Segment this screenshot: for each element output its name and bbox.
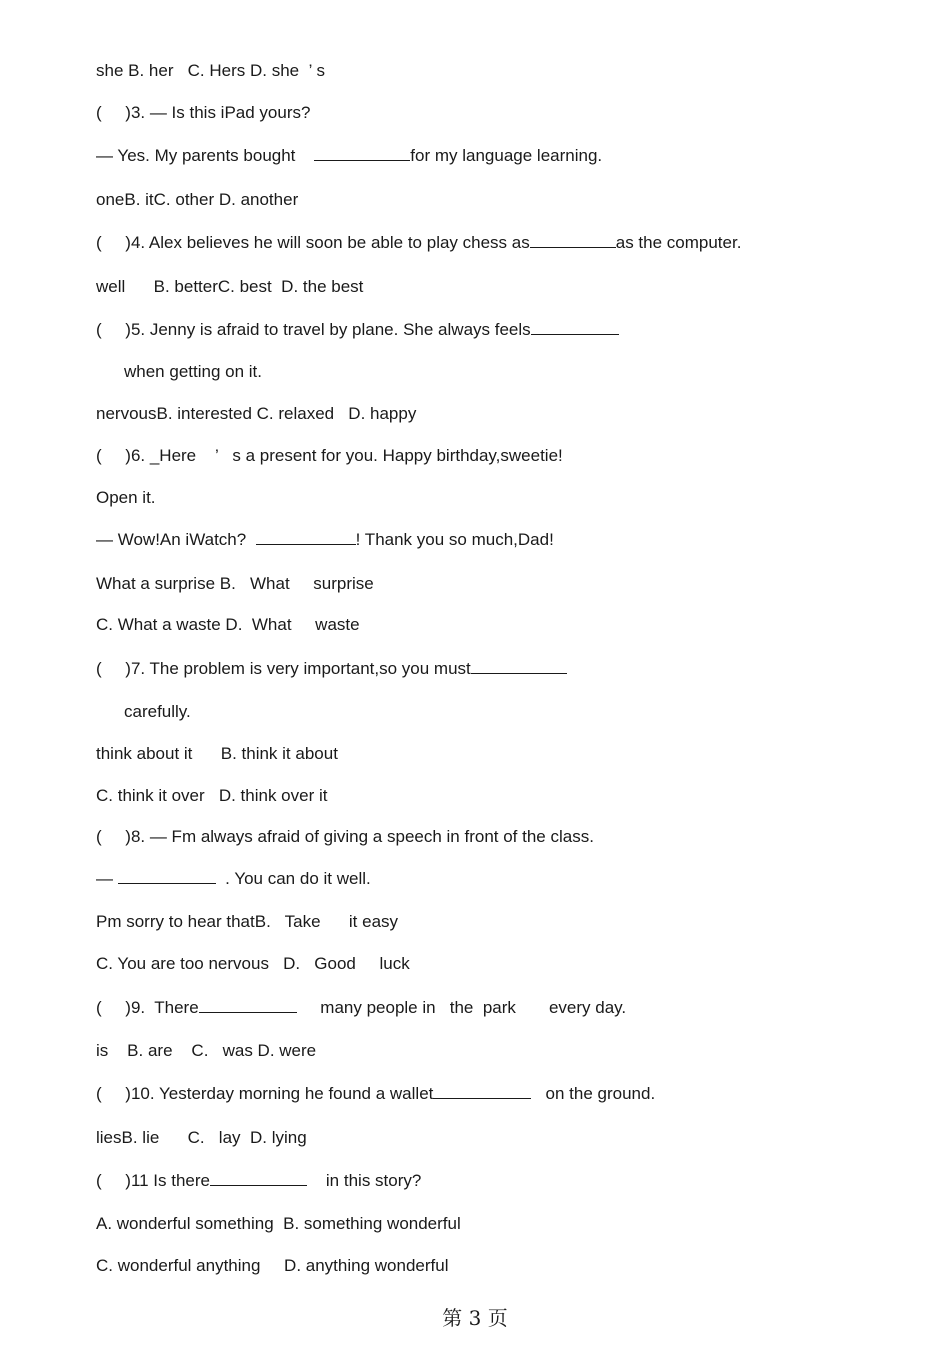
text: nervousB. interested C. relaxed D. happy bbox=[96, 404, 417, 423]
text: ( )6. _Here ’ s a present for you. Happy birthday,sweetie! bbox=[96, 446, 563, 465]
text: many people in the park every day. bbox=[296, 998, 627, 1017]
text: as the computer. bbox=[615, 233, 742, 252]
question-10 bbox=[96, 1083, 655, 1104]
question-11 bbox=[96, 1170, 421, 1191]
text: she B. her C. Hers D. she ’ s bbox=[96, 61, 325, 80]
dialogue-line bbox=[96, 529, 554, 550]
answer-blank[interactable] bbox=[118, 868, 216, 884]
option-line bbox=[96, 1256, 448, 1276]
text: ( )5. Jenny is afraid to travel by plane. She always feels bbox=[96, 320, 531, 339]
text: . You can do it well. bbox=[215, 869, 371, 888]
dialogue-line bbox=[96, 868, 371, 889]
text: Open it. bbox=[96, 488, 156, 507]
text: ( )4. Alex believes he will soon be able to play chess as bbox=[96, 233, 530, 252]
answer-blank[interactable] bbox=[531, 319, 619, 335]
text: C. wonderful anything D. anything wonderful bbox=[96, 1256, 449, 1275]
text: on the ground. bbox=[531, 1084, 656, 1103]
dialogue-line bbox=[96, 145, 602, 166]
option-line bbox=[96, 912, 398, 932]
text: well B. betterC. best D. the best bbox=[96, 277, 364, 296]
answer-blank[interactable] bbox=[530, 232, 616, 248]
page-number: 第 3 页 bbox=[442, 1306, 508, 1330]
question-5 bbox=[96, 319, 619, 340]
text: C. What a waste D. What waste bbox=[96, 615, 360, 634]
option-line bbox=[96, 1214, 461, 1234]
option-line bbox=[96, 190, 298, 210]
answer-blank[interactable] bbox=[256, 529, 356, 545]
option-line bbox=[96, 954, 410, 974]
text: in this story? bbox=[307, 1171, 422, 1190]
text: What a surprise B. What surprise bbox=[96, 574, 374, 593]
text: — bbox=[96, 869, 118, 888]
question-3 bbox=[96, 103, 310, 123]
answer-blank[interactable] bbox=[210, 1170, 307, 1186]
text: oneB. itC. other D. another bbox=[96, 190, 299, 209]
text: C. You are too nervous D. Good luck bbox=[96, 954, 410, 973]
text: ! Thank you so much,Dad! bbox=[355, 530, 554, 549]
text: ( )8. — Fm always afraid of giving a speech in front of the class. bbox=[96, 827, 594, 846]
option-line bbox=[96, 744, 338, 764]
question-6 bbox=[96, 446, 563, 466]
answer-blank[interactable] bbox=[199, 997, 297, 1013]
text: — Wow!An iWatch? bbox=[96, 530, 256, 549]
text: — Yes. My parents bought bbox=[96, 146, 315, 165]
text: ( )7. The problem is very important,so you must bbox=[96, 659, 471, 678]
option-line bbox=[96, 61, 325, 81]
question-9 bbox=[96, 997, 626, 1018]
text: Pm sorry to hear thatB. Take it easy bbox=[96, 912, 399, 931]
option-line bbox=[96, 615, 360, 635]
option-line bbox=[96, 574, 374, 594]
text: ( )3. — Is this iPad yours? bbox=[96, 103, 311, 122]
dialogue-line bbox=[96, 488, 156, 508]
text: think about it B. think it about bbox=[96, 744, 338, 763]
text: when getting on it. bbox=[124, 362, 262, 381]
text: carefully. bbox=[124, 702, 191, 721]
option-line bbox=[96, 1041, 316, 1061]
answer-blank[interactable] bbox=[471, 658, 567, 674]
text: C. think it over D. think over it bbox=[96, 786, 328, 805]
text: ( )10. Yesterday morning he found a wallet bbox=[96, 1084, 434, 1103]
option-line bbox=[96, 404, 416, 424]
question-4 bbox=[96, 232, 741, 253]
option-line bbox=[96, 1128, 307, 1148]
text: ( )11 Is there bbox=[96, 1171, 211, 1190]
text: liesB. lie C. lay D. lying bbox=[96, 1128, 307, 1147]
option-line bbox=[96, 277, 363, 297]
text: A. wonderful something B. something wonderful bbox=[96, 1214, 461, 1233]
question-8 bbox=[96, 827, 594, 847]
answer-blank[interactable] bbox=[433, 1083, 531, 1099]
question-7 bbox=[96, 658, 567, 679]
answer-blank[interactable] bbox=[314, 145, 410, 161]
text: is B. are C. was D. were bbox=[96, 1041, 317, 1060]
text: for my language learning. bbox=[410, 146, 603, 165]
question-continuation bbox=[124, 362, 262, 382]
question-continuation bbox=[124, 702, 191, 722]
text: ( )9. There bbox=[96, 998, 199, 1017]
option-line bbox=[96, 786, 327, 806]
